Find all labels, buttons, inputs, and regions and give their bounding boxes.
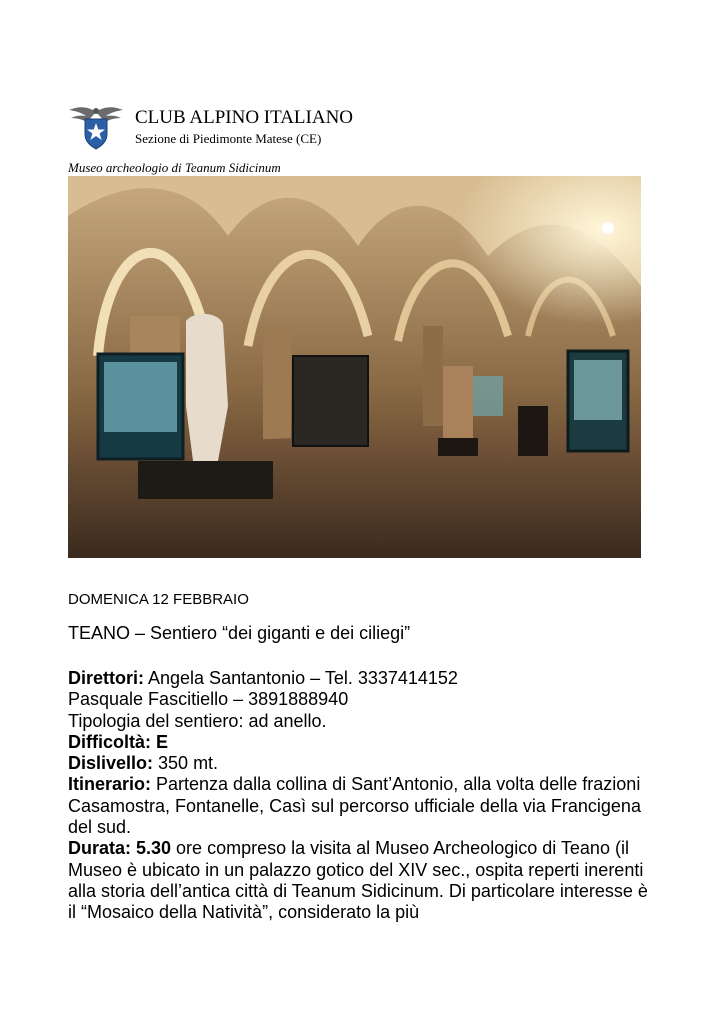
- difficulty-line: [68, 732, 648, 753]
- photo-caption: Museo archeologio di Teanum Sidicinum: [68, 160, 281, 175]
- difficulty-label: Difficoltà: E: [68, 731, 169, 752]
- duration-value: ore compreso la visita al Museo Archeologico di Teano (il Museo è ubicato in un palazzo gotico del XIV sec., ospita reperti inerenti alla storia dell’antica città di Teanum Sidicinum. Di particolare interesse è il “Mosaico della Natività”, considerato la più: [68, 838, 648, 923]
- museum-photo: [68, 176, 641, 558]
- duration-label: Durata: 5.30: [68, 838, 172, 859]
- itinerary-label: Itinerario:: [68, 774, 152, 795]
- elevation-line: [68, 753, 648, 774]
- directors-value: Angela Santantonio – Tel. 3337414152: [144, 668, 458, 688]
- cai-logo-icon: [68, 104, 124, 150]
- event-date: DOMENICA 12 FEBBRAIO: [68, 591, 249, 608]
- club-name: CLUB ALPINO ITALIANO: [135, 107, 354, 128]
- itinerary-paragraph: [68, 774, 648, 838]
- director2-line: Pasquale Fascitiello – 3891888940: [68, 689, 349, 710]
- event-details: [68, 590, 648, 924]
- directors-line: [68, 668, 648, 689]
- elevation-label: Dislivello:: [68, 753, 154, 774]
- header: [68, 104, 588, 150]
- itinerary-value: Partenza dalla collina di Sant’Antonio, alla volta delle frazioni Casamostra, Fontanelle, Casì sul percorso ufficiale della via Francigena del sud.: [68, 774, 641, 838]
- duration-paragraph: [68, 838, 648, 923]
- directors-label: Direttori:: [68, 668, 144, 688]
- trail-type-line: Tipologia del sentiero: ad anello.: [68, 710, 327, 731]
- club-section: Sezione di Piedimonte Matese (CE): [135, 131, 322, 146]
- elevation-value: 350 mt.: [153, 753, 219, 774]
- event-title: TEANO – Sentiero “dei giganti e dei ciliegi”: [68, 623, 411, 643]
